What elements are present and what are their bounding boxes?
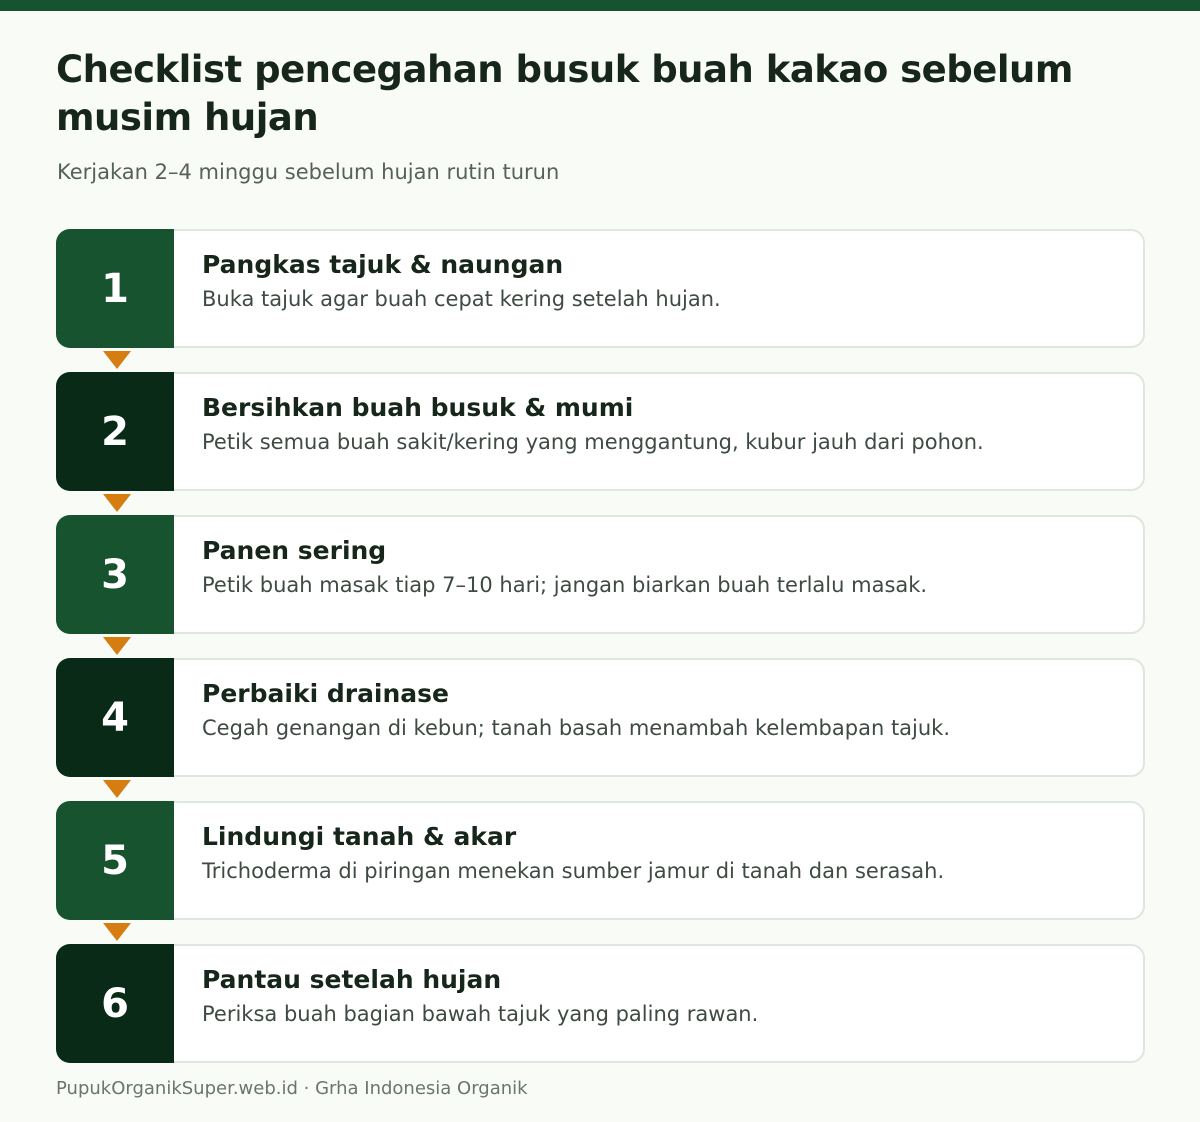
step-card-5 [56,801,1145,920]
step-description: Petik semua buah sakit/kering yang menggantung, kubur jauh dari pohon. [202,430,984,454]
step-text [174,231,721,346]
step-number-badge: 1 [56,229,174,348]
step-card-4 [56,658,1145,777]
step-description: Petik buah masak tiap 7–10 hari; jangan biarkan buah terlalu masak. [202,573,928,597]
step-card-2 [56,372,1145,491]
step-title: Panen sering [202,536,387,565]
down-arrow-icon [103,351,131,369]
step-text [174,946,758,1061]
step-title: Lindungi tanah & akar [202,822,517,851]
step-description: Trichoderma di piringan menekan sumber jamur di tanah dan serasah. [202,859,945,883]
down-arrow-icon [103,780,131,798]
down-arrow-icon [103,637,131,655]
page-title: Checklist pencegahan busuk buah kakao sebelum musim hujan [56,48,1073,139]
step-description: Periksa buah bagian bawah tajuk yang paling rawan. [202,1002,759,1026]
step-description: Buka tajuk agar buah cepat kering setelah hujan. [202,287,721,311]
step-number-badge: 4 [56,658,174,777]
step-number-badge: 6 [56,944,174,1063]
top-accent-bar [0,0,1200,11]
footer-credit: PupukOrganikSuper.web.id · Grha Indonesia Organik [56,1078,528,1099]
step-number-badge: 5 [56,801,174,920]
down-arrow-icon [103,923,131,941]
down-arrow-icon [103,494,131,512]
step-text [174,803,944,918]
step-title: Perbaiki drainase [202,679,450,708]
page-subtitle: Kerjakan 2–4 minggu sebelum hujan rutin turun [57,160,560,184]
step-card-3 [56,515,1145,634]
step-title: Pantau setelah hujan [202,965,502,994]
step-text [174,660,950,775]
step-card-1 [56,229,1145,348]
step-text [174,517,927,632]
step-text [174,374,984,489]
step-description: Cegah genangan di kebun; tanah basah menambah kelembapan tajuk. [202,716,951,740]
step-card-6 [56,944,1145,1063]
step-title: Pangkas tajuk & naungan [202,250,564,279]
step-number-badge: 3 [56,515,174,634]
step-title: Bersihkan buah busuk & mumi [202,393,634,422]
step-number-badge: 2 [56,372,174,491]
checklist-steps [56,229,1145,1063]
